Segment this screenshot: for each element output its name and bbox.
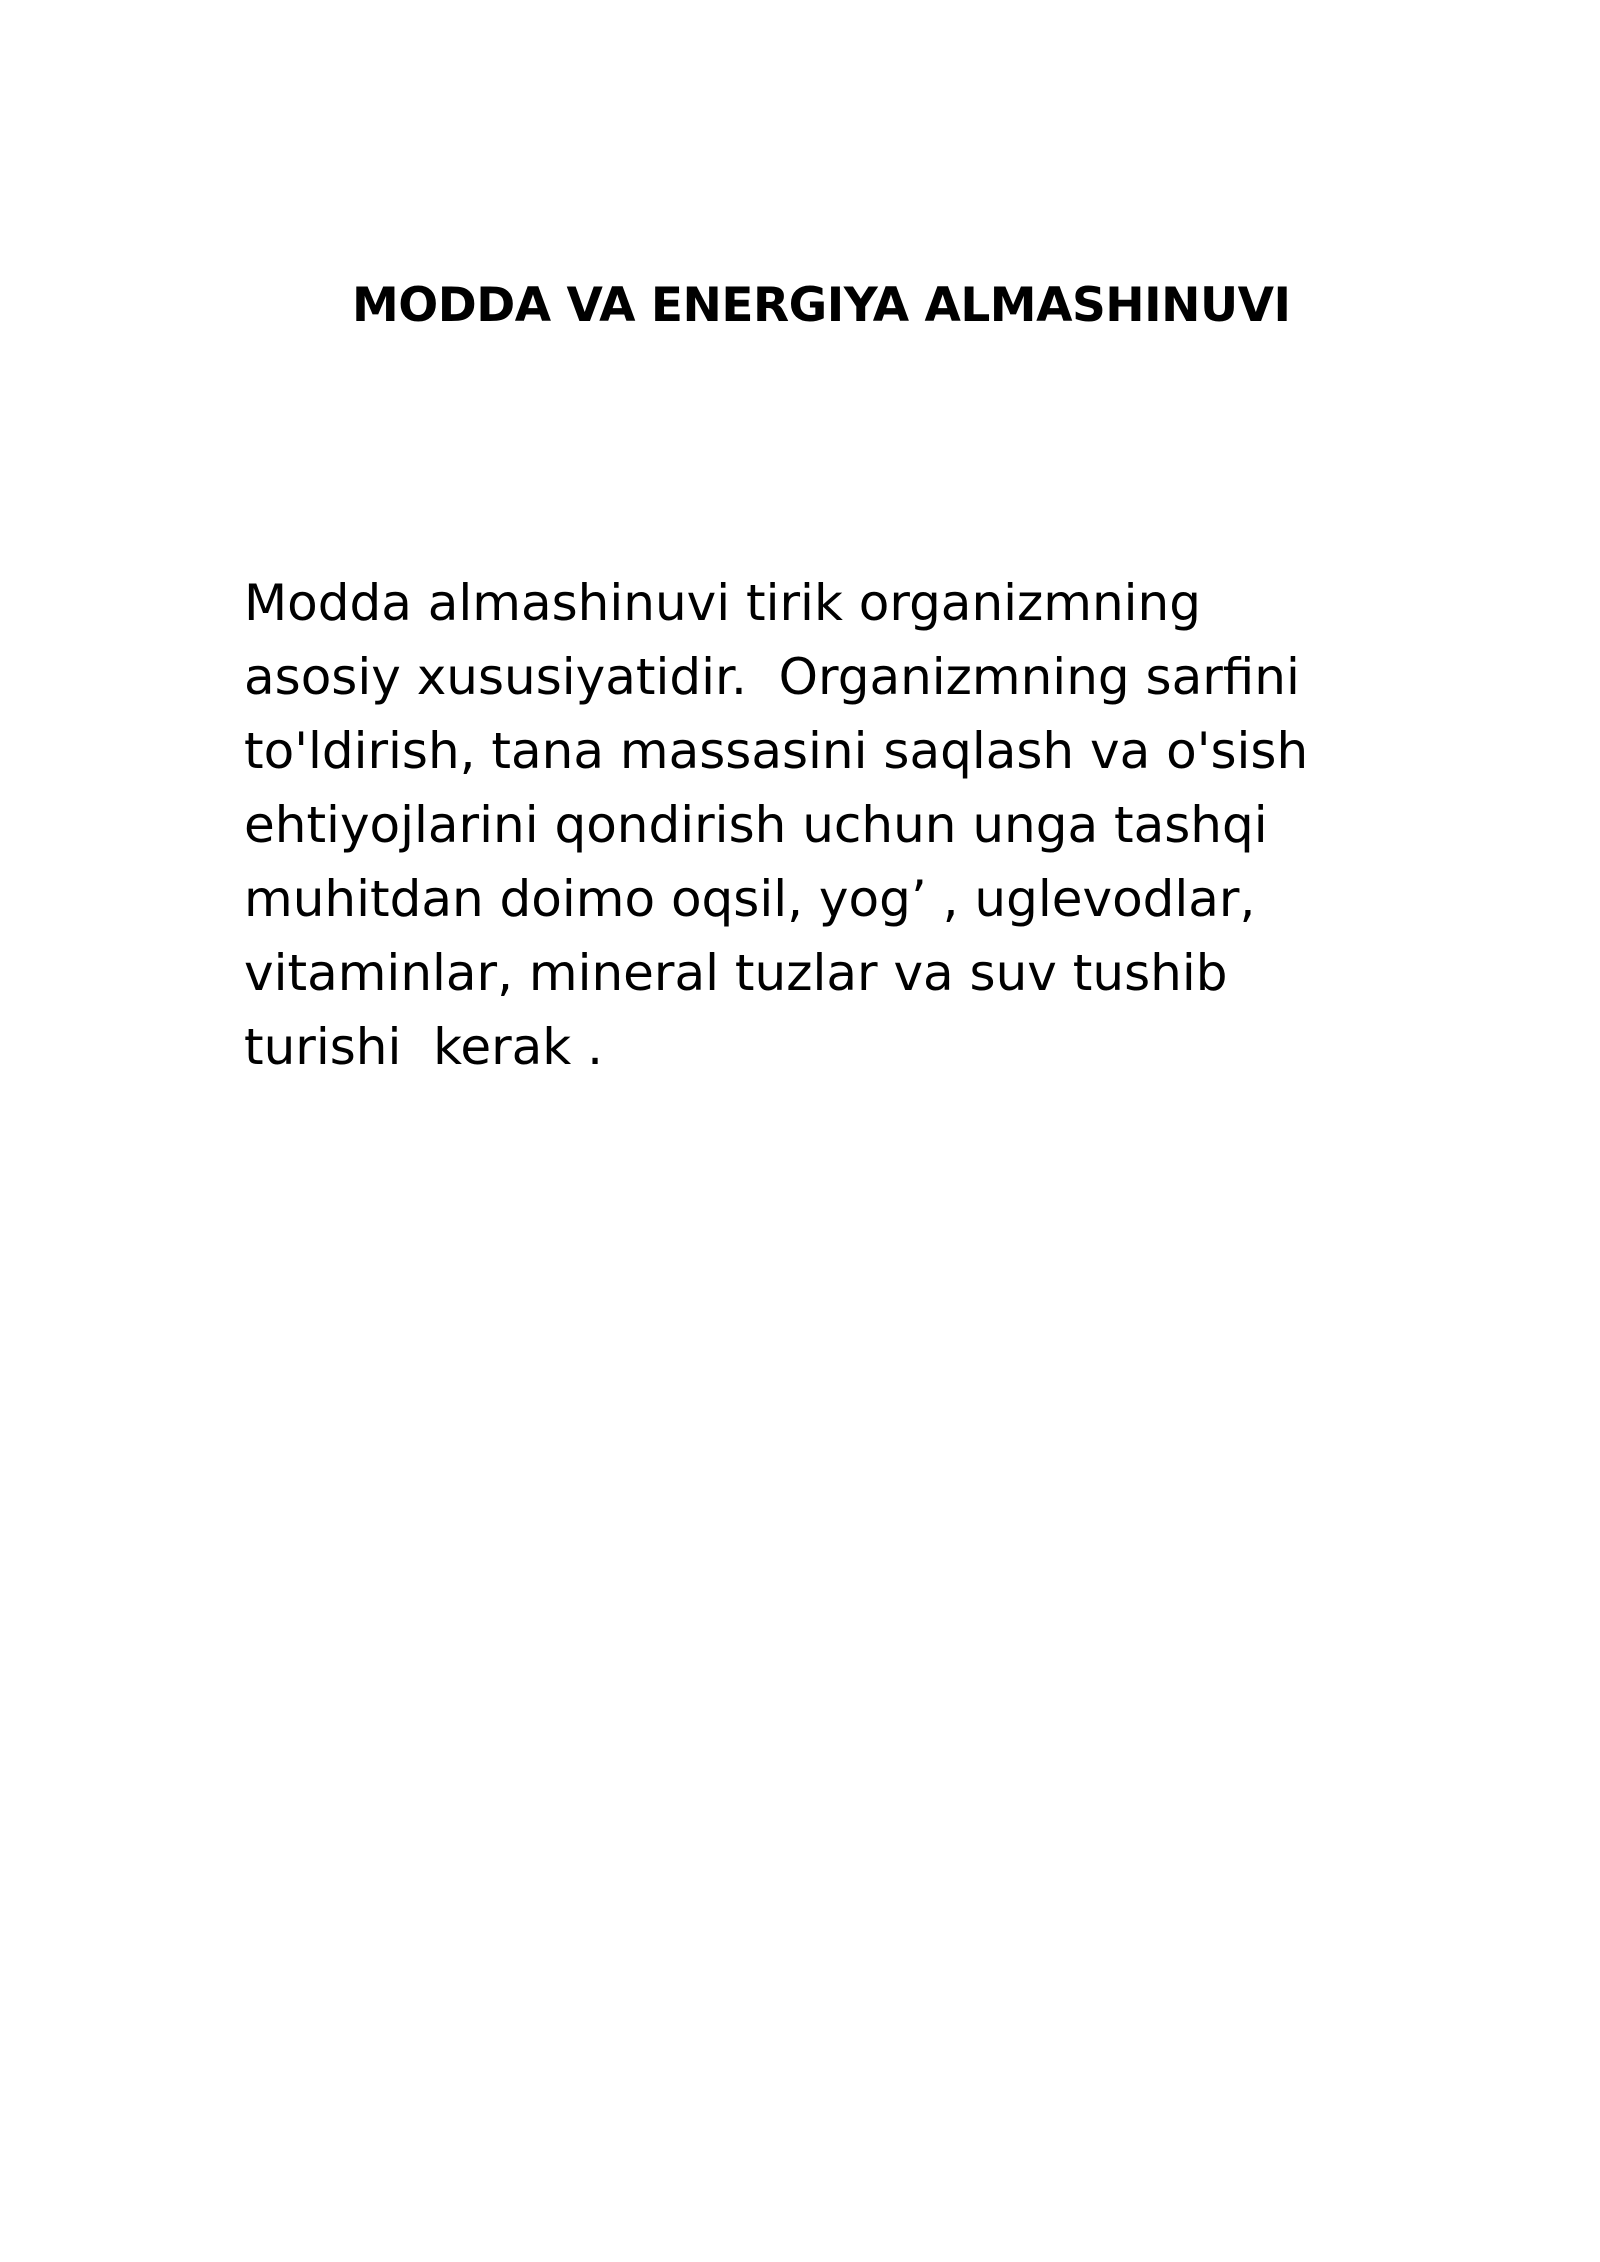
- paragraph-line: to'ldirish, tana massasini saqlash va o'sish: [244, 722, 1309, 780]
- paragraph-line: ehtiyojlarini qondirish uchun unga tashqi: [244, 796, 1268, 854]
- paragraph-line: muhitdan doimo oqsil, yog’ , uglevodlar,: [244, 870, 1256, 928]
- body-paragraph: [244, 566, 1308, 1084]
- paragraph-line: Modda almashinuvi tirik organizmning: [244, 574, 1201, 632]
- document-title: MODDA VA ENERGIYA ALMASHINUVI: [352, 278, 1291, 333]
- paragraph-line: asosiy xususiyatidir. Organizmning sarfini: [244, 648, 1300, 706]
- paragraph-line: turishi kerak .: [244, 1018, 604, 1076]
- paragraph-line: vitaminlar, mineral tuzlar va suv tushib: [244, 944, 1228, 1002]
